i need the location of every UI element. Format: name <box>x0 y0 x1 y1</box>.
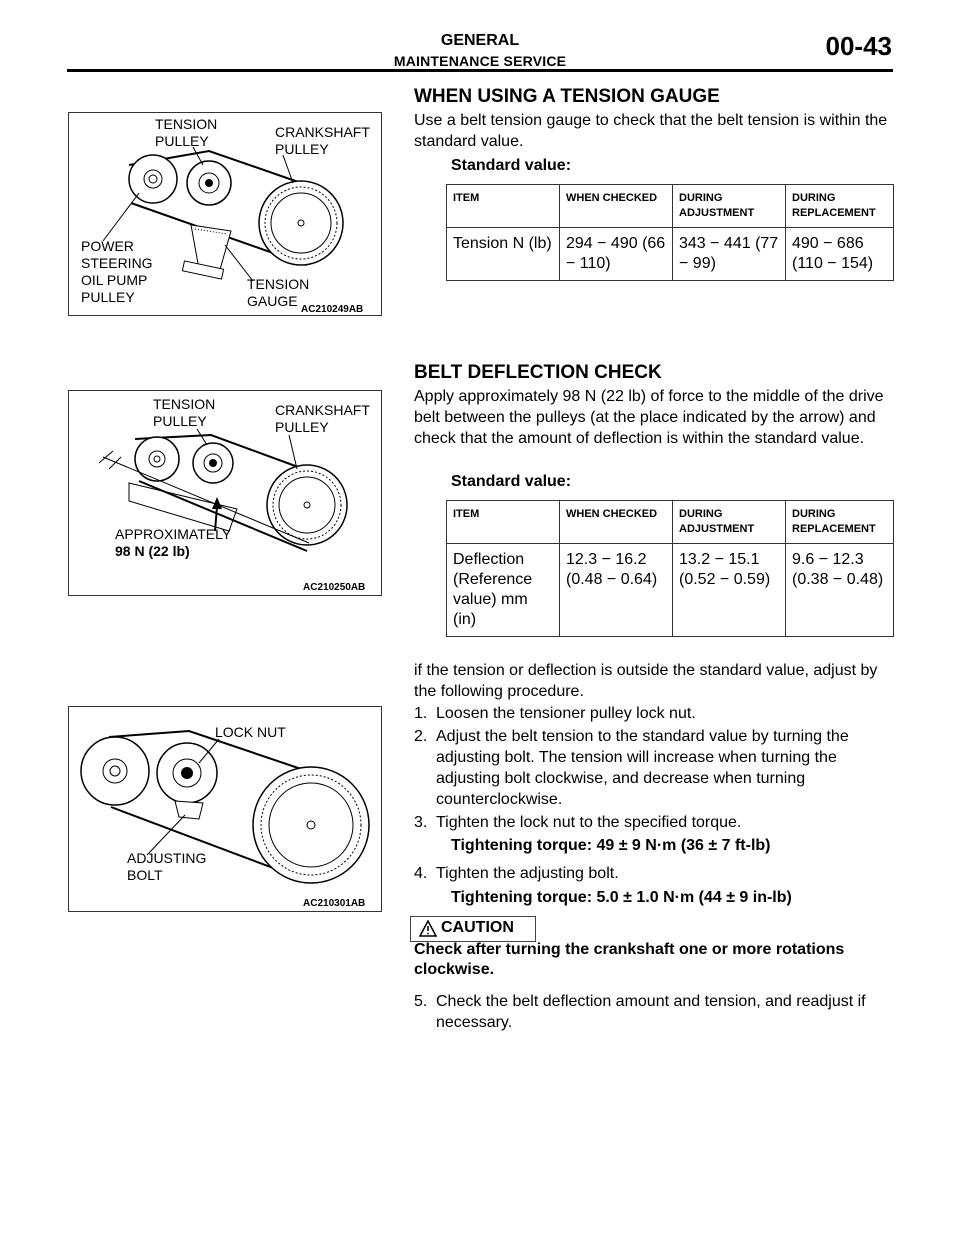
subsection-title: MAINTENANCE SERVICE <box>393 53 567 69</box>
col-when-checked: WHEN CHECKED <box>560 501 673 544</box>
table-header-row <box>447 501 894 544</box>
step-number: 4. <box>414 865 428 882</box>
caution-label: CAUTION <box>441 919 514 936</box>
step-text: Adjust the belt tension to the standard value by turning the adjusting bolt. The tension will increase when turning the adjusting bolt clockwise, and decrease when turning counterclockwise. <box>436 728 849 808</box>
fig3-label-lock-nut: LOCK NUT <box>215 724 286 740</box>
fig3-label-adjusting: ADJUSTING <box>127 850 207 866</box>
step-number: 2. <box>414 728 428 745</box>
step-text: Tighten the adjusting bolt. <box>436 865 619 882</box>
cell-during-replacement: 490 − 686 (110 − 154) <box>786 228 894 281</box>
fig1-label-gauge: GAUGE <box>247 293 298 309</box>
fig1-label-oil-pump: OIL PUMP <box>81 272 148 288</box>
col-during-replacement: DURING REPLACEMENT <box>786 185 894 228</box>
fig2-label-force: 98 N (22 lb) <box>115 543 190 559</box>
caution-box <box>410 916 536 942</box>
cell-during-adjustment: 13.2 − 15.1 (0.52 − 0.59) <box>673 544 786 637</box>
page-number: 00-43 <box>825 31 892 61</box>
fig2-label-crank-pulley: PULLEY <box>275 419 329 435</box>
fig1-code: AC210249AB <box>301 304 364 315</box>
deflection-spec-table <box>446 500 894 637</box>
col-item: ITEM <box>447 501 560 544</box>
col-item: ITEM <box>447 185 560 228</box>
warning-triangle-icon <box>419 920 437 937</box>
step-number: 1. <box>414 705 428 722</box>
tension-gauge-intro: Use a belt tension gauge to check that the belt tension is within the standard value. <box>414 112 888 150</box>
figure-tension-gauge <box>68 112 382 316</box>
cell-when-checked: 12.3 − 16.2 (0.48 − 0.64) <box>560 544 673 637</box>
step-text: Check the belt deflection amount and tension, and readjust if necessary. <box>436 993 866 1031</box>
fig1-label-steering: STEERING <box>81 255 153 271</box>
cell-item: Tension N (lb) <box>447 228 560 281</box>
fig1-label-ps-pulley: PULLEY <box>81 289 135 305</box>
step-number: 5. <box>414 993 428 1010</box>
fig1-label-tension: TENSION <box>155 116 218 132</box>
fig2-label-crankshaft: CRANKSHAFT <box>275 402 370 418</box>
step-number: 3. <box>414 814 428 831</box>
tension-standard-label: Standard value: <box>451 157 572 174</box>
caution-text: Check after turning the crankshaft one or more rotations clockwise. <box>414 941 845 978</box>
cell-during-replacement: 9.6 − 12.3 (0.38 − 0.48) <box>786 544 894 637</box>
section-title: GENERAL <box>440 32 520 49</box>
cell-when-checked: 294 − 490 (66 − 110) <box>560 228 673 281</box>
tension-spec-table <box>446 184 894 281</box>
step-text: Tighten the lock nut to the specified torque. <box>436 814 742 831</box>
fig1-label-pulley: PULLEY <box>155 133 209 149</box>
fig3-code: AC210301AB <box>303 898 366 909</box>
fig2-label-tension: TENSION <box>153 396 216 412</box>
torque-spec-lock-nut: Tightening torque: 49 ± 9 N·m (36 ± 7 ft-lb) <box>451 837 771 854</box>
col-during-adjustment: DURING ADJUSTMENT <box>673 185 786 228</box>
fig2-label-pulley: PULLEY <box>153 413 207 429</box>
fig3-label-bolt: BOLT <box>127 867 163 883</box>
deflection-intro: Apply approximately 98 N (22 lb) of force to the middle of the drive belt between the pulleys (at the place indicated by the arrow) and check that the amount of deflection is within the standard value. <box>414 388 884 447</box>
figure-adjusting-bolt <box>68 706 382 912</box>
fig1-label-crankshaft: CRANKSHAFT <box>275 124 370 140</box>
table-row <box>447 228 894 281</box>
cell-during-adjustment: 343 − 441 (77 − 99) <box>673 228 786 281</box>
fig2-label-approx: APPROXIMATELY <box>115 526 232 542</box>
torque-spec-adjusting-bolt: Tightening torque: 5.0 ± 1.0 N·m (44 ± 9 in-lb) <box>451 889 792 906</box>
heading-belt-deflection: BELT DEFLECTION CHECK <box>414 362 662 383</box>
deflection-standard-label: Standard value: <box>451 473 572 490</box>
step-text: Loosen the tensioner pulley lock nut. <box>436 705 696 722</box>
fig2-code: AC210250AB <box>303 582 366 593</box>
table-row <box>447 544 894 637</box>
col-during-replacement: DURING REPLACEMENT <box>786 501 894 544</box>
fig1-label-tension2: TENSION <box>247 276 310 292</box>
header-rule <box>67 69 893 72</box>
fig1-label-power: POWER <box>81 238 134 254</box>
heading-tension-gauge: WHEN USING A TENSION GAUGE <box>414 86 720 107</box>
col-when-checked: WHEN CHECKED <box>560 185 673 228</box>
cell-item: Deflection (Reference value) mm (in) <box>447 544 560 637</box>
fig1-label-crank-pulley: PULLEY <box>275 141 329 157</box>
procedure-intro: if the tension or deflection is outside the standard value, adjust by the following procedure. <box>414 662 878 700</box>
figure-deflection <box>68 390 382 596</box>
col-during-adjustment: DURING ADJUSTMENT <box>673 501 786 544</box>
table-header-row <box>447 185 894 228</box>
